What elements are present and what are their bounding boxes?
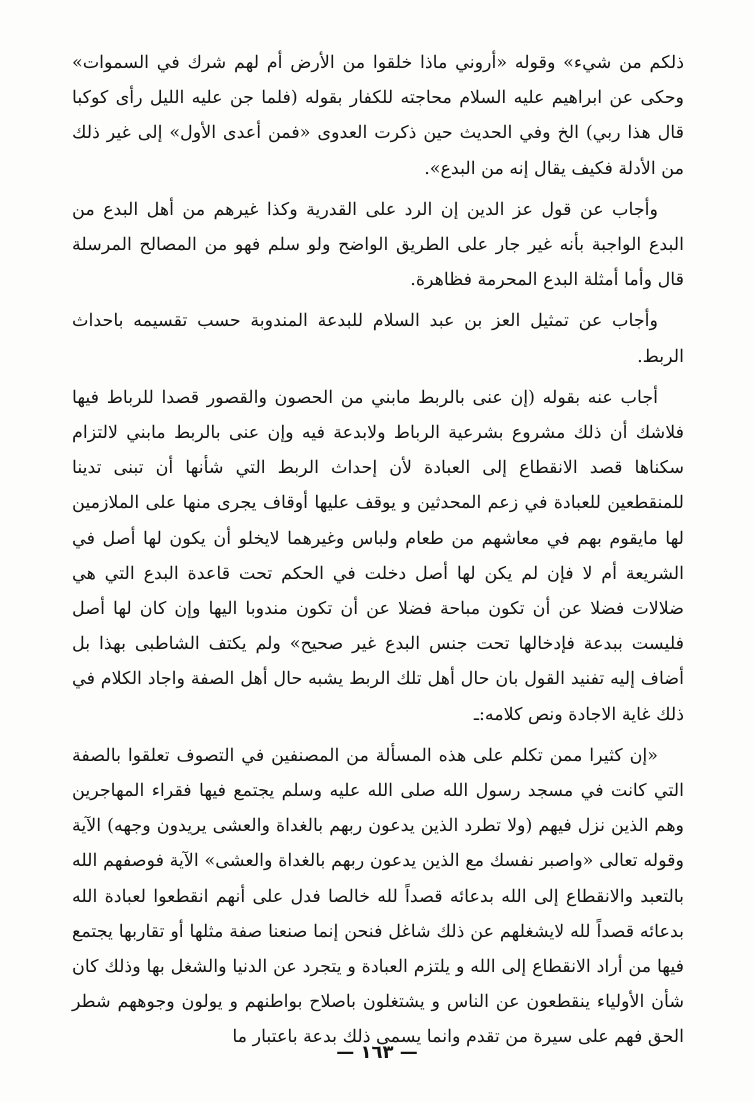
paragraph-3: وأجاب عن تمثيل العز بن عبد السلام للبدعة المندوبة حسب تقسيمه باحداث الربط.	[72, 311, 684, 367]
body-text	[72, 46, 684, 1056]
page-number: — ١٦٣ —	[336, 1042, 418, 1063]
paragraph-5: «إن كثيرا ممن تكلم على هذه المسألة من المصنفين في التصوف تعلقوا بالصفة التي كانت في مسجد رسول الله صلى الله عليه وسلم يجتمع فيها فقراء المهاجرين وهم الذين نزل فيهم (ولا تطرد الذين يدعون ربهم بالغداة والعشى يريدون وجهه) الآية وقوله تعالى «واصبر نفسك مع الذين يدعون ربهم بالغداة والعشى» الآية فوصفهم الله بالتعبد والانقطاع إلى الله بدعائه قصداً لله خالصا فدل على أنهم انقطعوا لعبادة الله بدعائه قصداً لله لايشغلهم عن ذلك شاغل فنحن إنما صنعنا صفة مثلها أو تقاربها يجتمع فيها من أراد الانقطاع إلى الله و يلتزم العبادة و يتجرد عن الدنيا والشغل بها وذلك كان شأن الأولياء ينقطعون عن الناس و يشتغلون باصلاح بواطنهم و يولون وجوههم شطر الحق فهم على سيرة من تقدم وانما يسمى ذلك بدعة باعتبار ما	[72, 745, 684, 1048]
paragraph-4: أجاب عنه بقوله (إن عنى بالربط مابني من الحصون والقصور قصدا للرباط فيها فلاشك أن ذلك مشروع بشرعية الرباط ولابدعة فيه وإن عنى بالربط مابني لالتزام سكناها قصد الانقطاع إلى العبادة لأن إحداث الربط التي شأنها أن تبنى تدينا للمنقطعين للعبادة في زعم المحدثين و يوقف عليها أوقاف يجرى منها على الملازمين لها مايقوم بهم في معاشهم من طعام ولباس وغيرهما لايخلو أن يكون لها أصل في الشريعة أم لا فإن لم يكن لها أصل دخلت في الحكم تحت قاعدة البدع التي هي ضلالات فضلا عن أن تكون مباحة فضلا عن أن تكون مندوبا اليها وإن كان لها أصل فليست ببدعة فإدخالها تحت جنس البدع غير صحيح» ولم يكتف الشاطبى بهذا بل أضاف إليه تفنيد القول بان حال أهل تلك الربط يشبه حال أهل الصفة واجاد الكلام في ذلك غاية الاجادة ونص كلامه:ـ	[72, 387, 684, 725]
paragraph-2: وأجاب عن قول عز الدين إن الرد على القدرية وكذا غيرهم من أهل البدع من البدع الواجبة بأنه غير جار على الطريق الواضح ولو سلم فهو من المصالح المرسلة قال وأما أمثلة البدع المحرمة فظاهرة.	[72, 199, 684, 291]
paragraph-1: ذلكم من شيء» وقوله «أروني ماذا خلقوا من الأرض أم لهم شرك في السموات» وحكى عن ابراهيم عليه السلام محاجته للكفار بقوله (فلما جن عليه الليل رأى كوكبا قال هذا ربي) الخ وفي الحديث حين ذكرت العدوى «فمن أعدى الأول» إلى غير ذلك من الأدلة فكيف يقال إنه من البدع».	[72, 53, 684, 179]
